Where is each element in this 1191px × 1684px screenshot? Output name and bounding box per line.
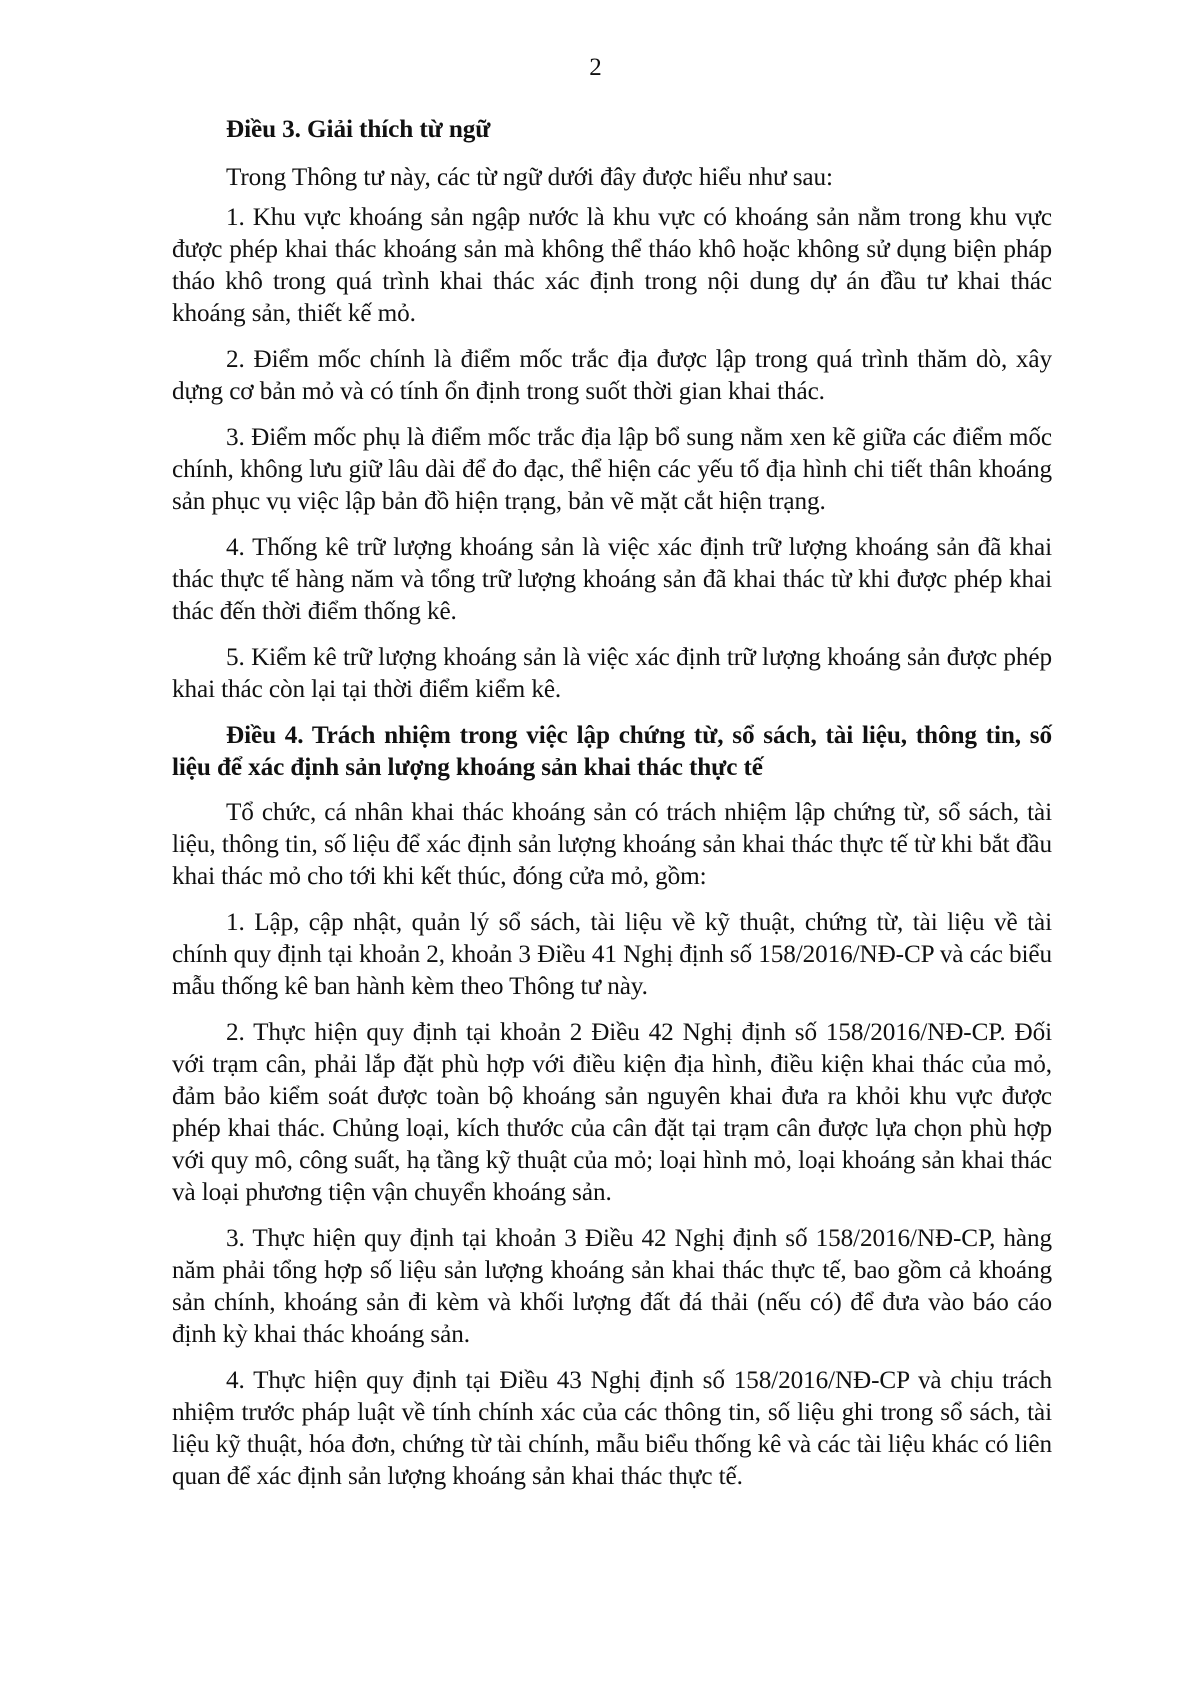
definition-item: 3. Điểm mốc phụ là điểm mốc trắc địa lập bổ sung nằm xen kẽ giữa các điểm mốc chính, không lưu giữ lâu dài để đo đạc, thể hiện các yếu tố địa hình chi tiết thân khoáng sản phục vụ việc lập bản đồ hiện trạng, bản vẽ mặt cắt hiện trạng. — [172, 424, 1052, 515]
article-intro: Trong Thông tư này, các từ ngữ dưới đây được hiểu như sau: — [226, 164, 833, 191]
responsibility-item: 4. Thực hiện quy định tại Điều 43 Nghị định số 158/2016/NĐ-CP và chịu trách nhiệm trước pháp luật về tính chính xác của các thông tin, số liệu ghi trong sổ sách, tài liệu kỹ thuật, hóa đơn, chứng từ tài chính, mẫu biểu thống kê và các tài liệu khác có liên quan để xác định sản lượng khoáng sản khai thác thực tế. — [172, 1367, 1052, 1490]
page-number: 2 — [589, 54, 602, 81]
definition-item: 1. Khu vực khoáng sản ngập nước là khu vực có khoáng sản nằm trong khu vực được phép khai thác khoáng sản mà không thể tháo khô hoặc không sử dụng biện pháp tháo khô trong quá trình khai thác xác định trong nội dung dự án đầu tư khai thác khoáng sản, thiết kế mỏ. — [172, 204, 1052, 327]
article-intro: Tổ chức, cá nhân khai thác khoáng sản có trách nhiệm lập chứng từ, sổ sách, tài liệu, thông tin, số liệu để xác định sản lượng khoáng sản khai thác thực tế từ khi bắt đầu khai thác mỏ cho tới khi kết thúc, đóng cửa mỏ, gồm: — [172, 799, 1052, 890]
responsibility-item: 3. Thực hiện quy định tại khoản 3 Điều 42 Nghị định số 158/2016/NĐ-CP, hàng năm phải tổng hợp số liệu sản lượng khoáng sản khai thác thực tế, bao gồm cả khoáng sản chính, khoáng sản đi kèm và khối lượng đất đá thải (nếu có) để đưa vào báo cáo định kỳ khai thác khoáng sản. — [172, 1225, 1052, 1348]
article-heading: Điều 4. Trách nhiệm trong việc lập chứng từ, sổ sách, tài liệu, thông tin, số liệu để xác định sản lượng khoáng sản khai thác thực tế — [172, 722, 1052, 781]
article-4 — [172, 720, 1052, 1493]
article-heading: Điều 3. Giải thích từ ngữ — [226, 116, 491, 143]
responsibility-item: 2. Thực hiện quy định tại khoản 2 Điều 42 Nghị định số 158/2016/NĐ-CP. Đối với trạm cân, phải lắp đặt phù hợp với điều kiện địa hình, điều kiện khai thác của mỏ, đảm bảo kiểm soát được toàn bộ khoáng sản nguyên khai đưa ra khỏi khu vực được phép khai thác. Chủng loại, kích thước của cân đặt tại trạm cân được lựa chọn phù hợp với quy mô, công suất, hạ tầng kỹ thuật của mỏ; loại hình mỏ, loại khoáng sản khai thác và loại phương tiện vận chuyển khoáng sản. — [172, 1019, 1052, 1206]
document-body — [172, 114, 1052, 1507]
definition-item: 5. Kiểm kê trữ lượng khoáng sản là việc xác định trữ lượng khoáng sản được phép khai thác còn lại tại thời điểm kiểm kê. — [172, 644, 1052, 703]
definition-item: 2. Điểm mốc chính là điểm mốc trắc địa được lập trong quá trình thăm dò, xây dựng cơ bản mỏ và có tính ổn định trong suốt thời gian khai thác. — [172, 346, 1052, 405]
definition-item: 4. Thống kê trữ lượng khoáng sản là việc xác định trữ lượng khoáng sản đã khai thác thực tế hàng năm và tổng trữ lượng khoáng sản đã khai thác từ khi được phép khai thác đến thời điểm thống kê. — [172, 534, 1052, 625]
responsibility-item: 1. Lập, cập nhật, quản lý sổ sách, tài liệu về kỹ thuật, chứng từ, tài liệu về tài chính quy định tại khoản 2, khoản 3 Điều 41 Nghị định số 158/2016/NĐ-CP và các biểu mẫu thống kê ban hành kèm theo Thông tư này. — [172, 909, 1052, 1000]
article-3 — [172, 114, 1052, 706]
